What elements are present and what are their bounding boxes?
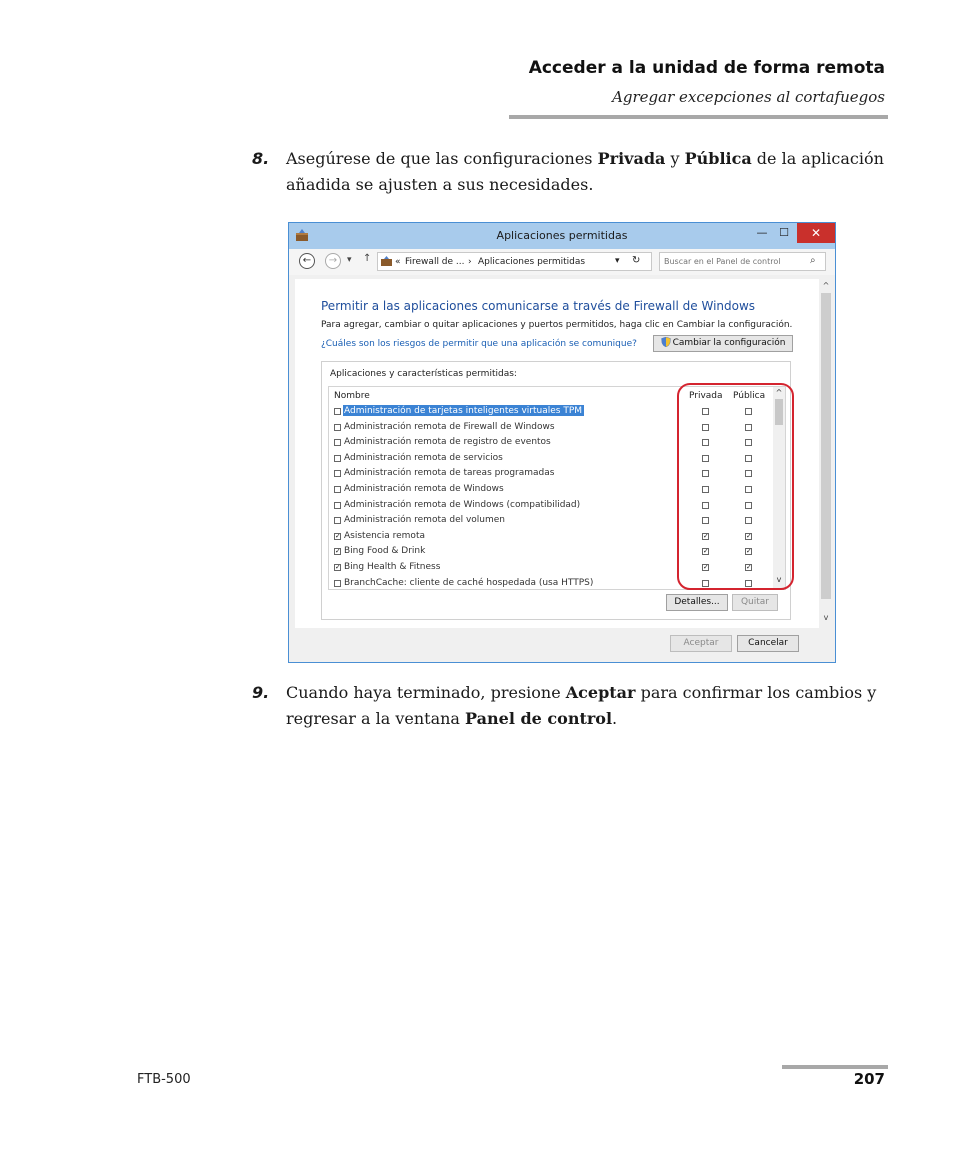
maximize-button[interactable]: ☐: [779, 226, 789, 239]
step-text-part: para confirmar los cambios y regresar a la ventana: [286, 683, 877, 728]
app-name: BranchCache: cliente de caché hospedada (usa HTTPS): [344, 577, 594, 588]
change-settings-label: Cambiar la configuración: [672, 338, 786, 348]
app-name: Administración remota de Windows (compatibilidad): [344, 499, 581, 510]
app-enabled-checkbox[interactable]: [334, 486, 341, 493]
breadcrumb[interactable]: [377, 252, 652, 271]
app-name: Administración remota de registro de eventos: [344, 437, 551, 448]
step-text-part: .: [612, 709, 618, 728]
step-text: [286, 146, 886, 198]
app-enabled-checkbox[interactable]: [334, 455, 341, 462]
footer-divider: [782, 1065, 888, 1069]
app-name: Administración remota de Windows: [344, 483, 504, 494]
search-box: [659, 252, 826, 271]
app-name: Administración remota de servicios: [344, 452, 503, 463]
app-enabled-checkbox[interactable]: [334, 470, 341, 477]
header-divider: [509, 115, 888, 119]
page-heading: Permitir a las aplicaciones comunicarse a través de Firewall de Windows: [321, 299, 756, 313]
page-header-subtitle: Agregar excepciones al cortafuegos: [612, 88, 885, 106]
remove-button[interactable]: Quitar: [732, 594, 778, 611]
refresh-icon[interactable]: ↻: [632, 255, 641, 266]
app-enabled-checkbox[interactable]: [334, 424, 341, 431]
app-enabled-checkbox[interactable]: [334, 517, 341, 524]
breadcrumb-firewall[interactable]: Firewall de ...: [405, 257, 465, 267]
scroll-thumb[interactable]: [821, 293, 831, 599]
column-header-private[interactable]: Privada: [689, 391, 723, 401]
accept-button[interactable]: Aceptar: [670, 635, 732, 652]
details-button[interactable]: Detalles...: [666, 594, 728, 611]
group-label: Aplicaciones y características permitidas:: [330, 369, 517, 379]
step-bold-term: Panel de control: [465, 709, 613, 728]
list-scroll-down-icon[interactable]: v: [776, 575, 782, 584]
window-scrollbar[interactable]: [819, 279, 833, 628]
breadcrumb-prefix: «: [395, 257, 401, 267]
step-text-part: de la aplicación añadida se ajusten a sus necesidades.: [286, 149, 884, 194]
search-input[interactable]: [664, 255, 804, 268]
column-header-name[interactable]: Nombre: [334, 391, 370, 401]
address-bar: [289, 249, 835, 275]
app-name: Bing Food & Drink: [344, 546, 426, 557]
scroll-up-icon[interactable]: ^: [822, 281, 830, 290]
app-name: Administración remota del volumen: [344, 515, 506, 526]
column-header-public[interactable]: Pública: [733, 391, 766, 401]
app-enabled-checkbox[interactable]: [334, 548, 341, 555]
app-name: Administración remota de tareas programadas: [344, 468, 555, 479]
app-name: Administración de tarjetas inteligentes virtuales TPM: [344, 406, 583, 416]
scroll-down-icon[interactable]: v: [823, 613, 829, 622]
step-number: 9.: [252, 683, 270, 702]
list-scroll-up-icon[interactable]: ^: [775, 388, 783, 397]
app-name: Bing Health & Fitness: [344, 561, 441, 572]
window-titlebar: [289, 223, 835, 249]
shield-icon: [661, 337, 671, 347]
allowed-apps-window: [288, 222, 836, 663]
step-bold-term: Privada: [597, 149, 666, 168]
page-description: Para agregar, cambiar o quitar aplicaciones y puertos permitidos, haga clic en Cambiar la configuración.: [321, 320, 793, 330]
highlight-circle: [677, 383, 794, 590]
control-panel-icon: [381, 256, 392, 266]
app-name: Administración remota de Firewall de Windows: [344, 421, 555, 432]
history-dropdown-icon[interactable]: ▾: [347, 255, 352, 265]
app-enabled-checkbox[interactable]: [334, 408, 341, 415]
breadcrumb-allowed-apps[interactable]: Aplicaciones permitidas: [478, 257, 586, 267]
cancel-button[interactable]: Cancelar: [737, 635, 799, 652]
step-text-part: Asegúrese de que las configuraciones: [286, 149, 598, 168]
change-settings-button[interactable]: [653, 335, 793, 352]
page-number: 207: [853, 1070, 885, 1088]
app-enabled-checkbox[interactable]: [334, 439, 341, 446]
back-icon[interactable]: ←: [299, 253, 315, 269]
page-header-title: Acceder a la unidad de forma remota: [528, 58, 885, 78]
step-bold-term: Aceptar: [565, 683, 636, 702]
window-title: Aplicaciones permitidas: [496, 229, 628, 242]
minimize-button[interactable]: —: [756, 226, 768, 239]
step-text-part: Cuando haya terminado, presione: [286, 683, 566, 702]
app-enabled-checkbox[interactable]: [334, 533, 341, 540]
footer-product: FTB-500: [137, 1072, 191, 1087]
app-enabled-checkbox[interactable]: [334, 502, 341, 509]
close-button[interactable]: ✕: [797, 223, 835, 243]
app-enabled-checkbox[interactable]: [334, 580, 341, 587]
risk-link[interactable]: ¿Cuáles son los riesgos de permitir que una aplicación se comunique?: [321, 339, 637, 349]
step-bold-term: Pública: [684, 149, 752, 168]
app-enabled-checkbox[interactable]: [334, 564, 341, 571]
app-name: Asistencia remota: [344, 530, 425, 541]
step-number: 8.: [252, 149, 270, 168]
breadcrumb-dropdown-icon[interactable]: ▾: [615, 256, 620, 266]
forward-icon[interactable]: →: [325, 253, 341, 269]
search-icon[interactable]: ⌕: [810, 255, 816, 266]
up-icon[interactable]: ↑: [363, 253, 372, 264]
breadcrumb-separator: ›: [468, 257, 472, 267]
step-text-part: y: [665, 149, 685, 168]
step-text: [286, 680, 886, 732]
